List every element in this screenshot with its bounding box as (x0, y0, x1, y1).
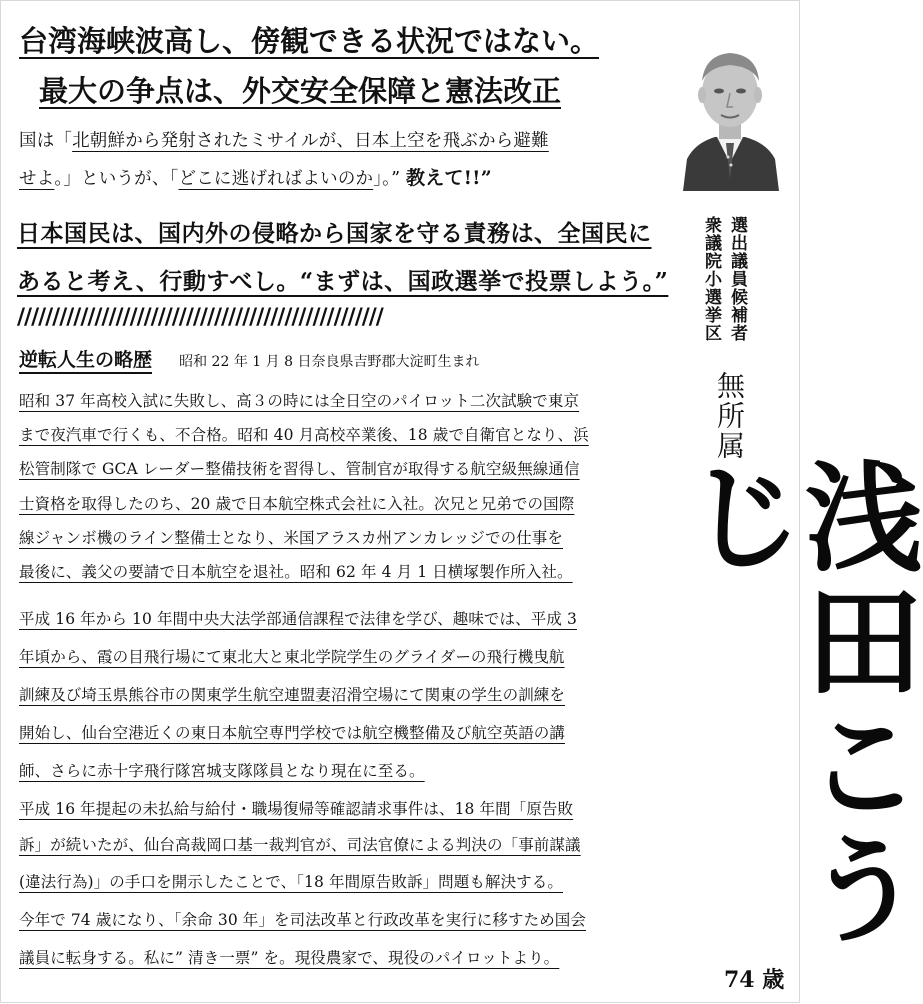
intro-quote: 北朝鮮から発射されたミサイルが、日本上空を飛ぶから避難 (72, 131, 549, 151)
bio-line: 訴」が続いたが、仙台高裁岡口基一裁判官が、司法官僚による判決の「事前謀議 (19, 836, 581, 854)
bio-line: まで夜汽車で行くも、不合格。昭和 40 月高校卒業後、18 歳で自衛官となり、浜 (19, 426, 589, 444)
bio-line: 士資格を取得したのち、20 歳で日本航空株式会社に入社。次兄と兄弟での国際 (19, 495, 575, 513)
intro-text: 国は「 (19, 131, 73, 151)
bio-heading: 逆転人生の略歴 (19, 349, 153, 371)
bio-line: 師、さらに赤十字飛行隊宮城支隊隊員となり現在に至る。 (19, 762, 425, 780)
candidate-column (667, 1, 923, 1004)
candidate-name: 浅田こうじ (667, 456, 923, 952)
headline-issues: 最大の争点は、外交安全保障と憲法改正 (39, 74, 562, 108)
bio-line: 平成 16 年提起の未払給与給付・職場復帰等確認請求事件は、18 年間「原告敗 (19, 800, 574, 818)
intro-question: どこに逃げればよいのか (178, 169, 374, 189)
candidate-age: 74 歳 (724, 967, 785, 993)
portrait-svg (675, 31, 785, 191)
bio-line: 最後に、義父の要請で日本航空を退社。昭和 62 年 4 月 1 日横塚製作所入社。 (19, 563, 573, 581)
bio-heading-row (19, 345, 479, 372)
bio-line: 線ジャンボ機のライン整備士となり、米国アラスカ州アンカレッジでの仕事を (19, 529, 563, 547)
intro-text: 。」というが、「 (54, 169, 179, 189)
slash-divider: //////////////////////////////////////////////////// (17, 305, 383, 330)
candidate-affiliation: 無所属 (713, 371, 746, 461)
portrait-photo (675, 31, 785, 191)
bio-line: (違法行為)」の手口を開示したことで、「18 年間原告敗訴」問題も解決する。 (19, 873, 563, 891)
bio-line: 平成 16 年から 10 年間中央大法学部通信課程で法律を学び、趣味では、平成 3 (19, 610, 577, 628)
declaration-line-2: あると考え、行動すべし。“まずは、国政選挙で投票しよう。” (17, 268, 669, 295)
declaration-line-1: 日本国民は、国内外の侵略から国家を守る責務は、全国民に (17, 220, 652, 247)
bio-line: 年頃から、霞の目飛行場にて東北大と東北学院学生のグライダーの飛行機曳航 (19, 648, 565, 666)
intro-text: 」。” (373, 169, 407, 189)
bio-birth: 昭和 22 年 1 月 8 日奈良県吉野郡大淀町生まれ (179, 354, 480, 370)
bio-line: 松管制隊で GCA レーダー整備技術を習得し、管制官が取得する航空級無線通信 (19, 460, 580, 478)
bio-line: 訓練及び埼玉県熊谷市の関東学生航空連盟妻沼滑空場にて関東の学生の訓練を (19, 686, 566, 704)
bio-line: 開始し、仙台空港近くの東日本航空専門学校では航空機整備及び航空英語の講 (19, 724, 566, 742)
candidate-role-line-1: 衆議院小選挙区 (701, 216, 721, 342)
bio-line: 今年で 74 歳になり、「余命 30 年」を司法改革と行政改革を実行に移すため国会 (19, 911, 587, 929)
bio-line: 議員に転身する。私に” 清き一票” を。現役農家で、現役のパイロットより。 (19, 949, 560, 967)
intro-exclaim: 教えて!!” (406, 167, 492, 189)
headline-taiwan: 台湾海峡波高し、傍観できる状況ではない。 (19, 24, 600, 58)
intro-line-2 (19, 163, 492, 190)
candidate-role-line-2: 選出議員候補者 (727, 216, 747, 342)
bio-line: 昭和 37 年高校入試に失敗し、高３の時には全日空のパイロット二次試験で東京 (19, 392, 580, 410)
intro-text: せよ (19, 169, 55, 189)
intro-line-1 (19, 127, 549, 152)
